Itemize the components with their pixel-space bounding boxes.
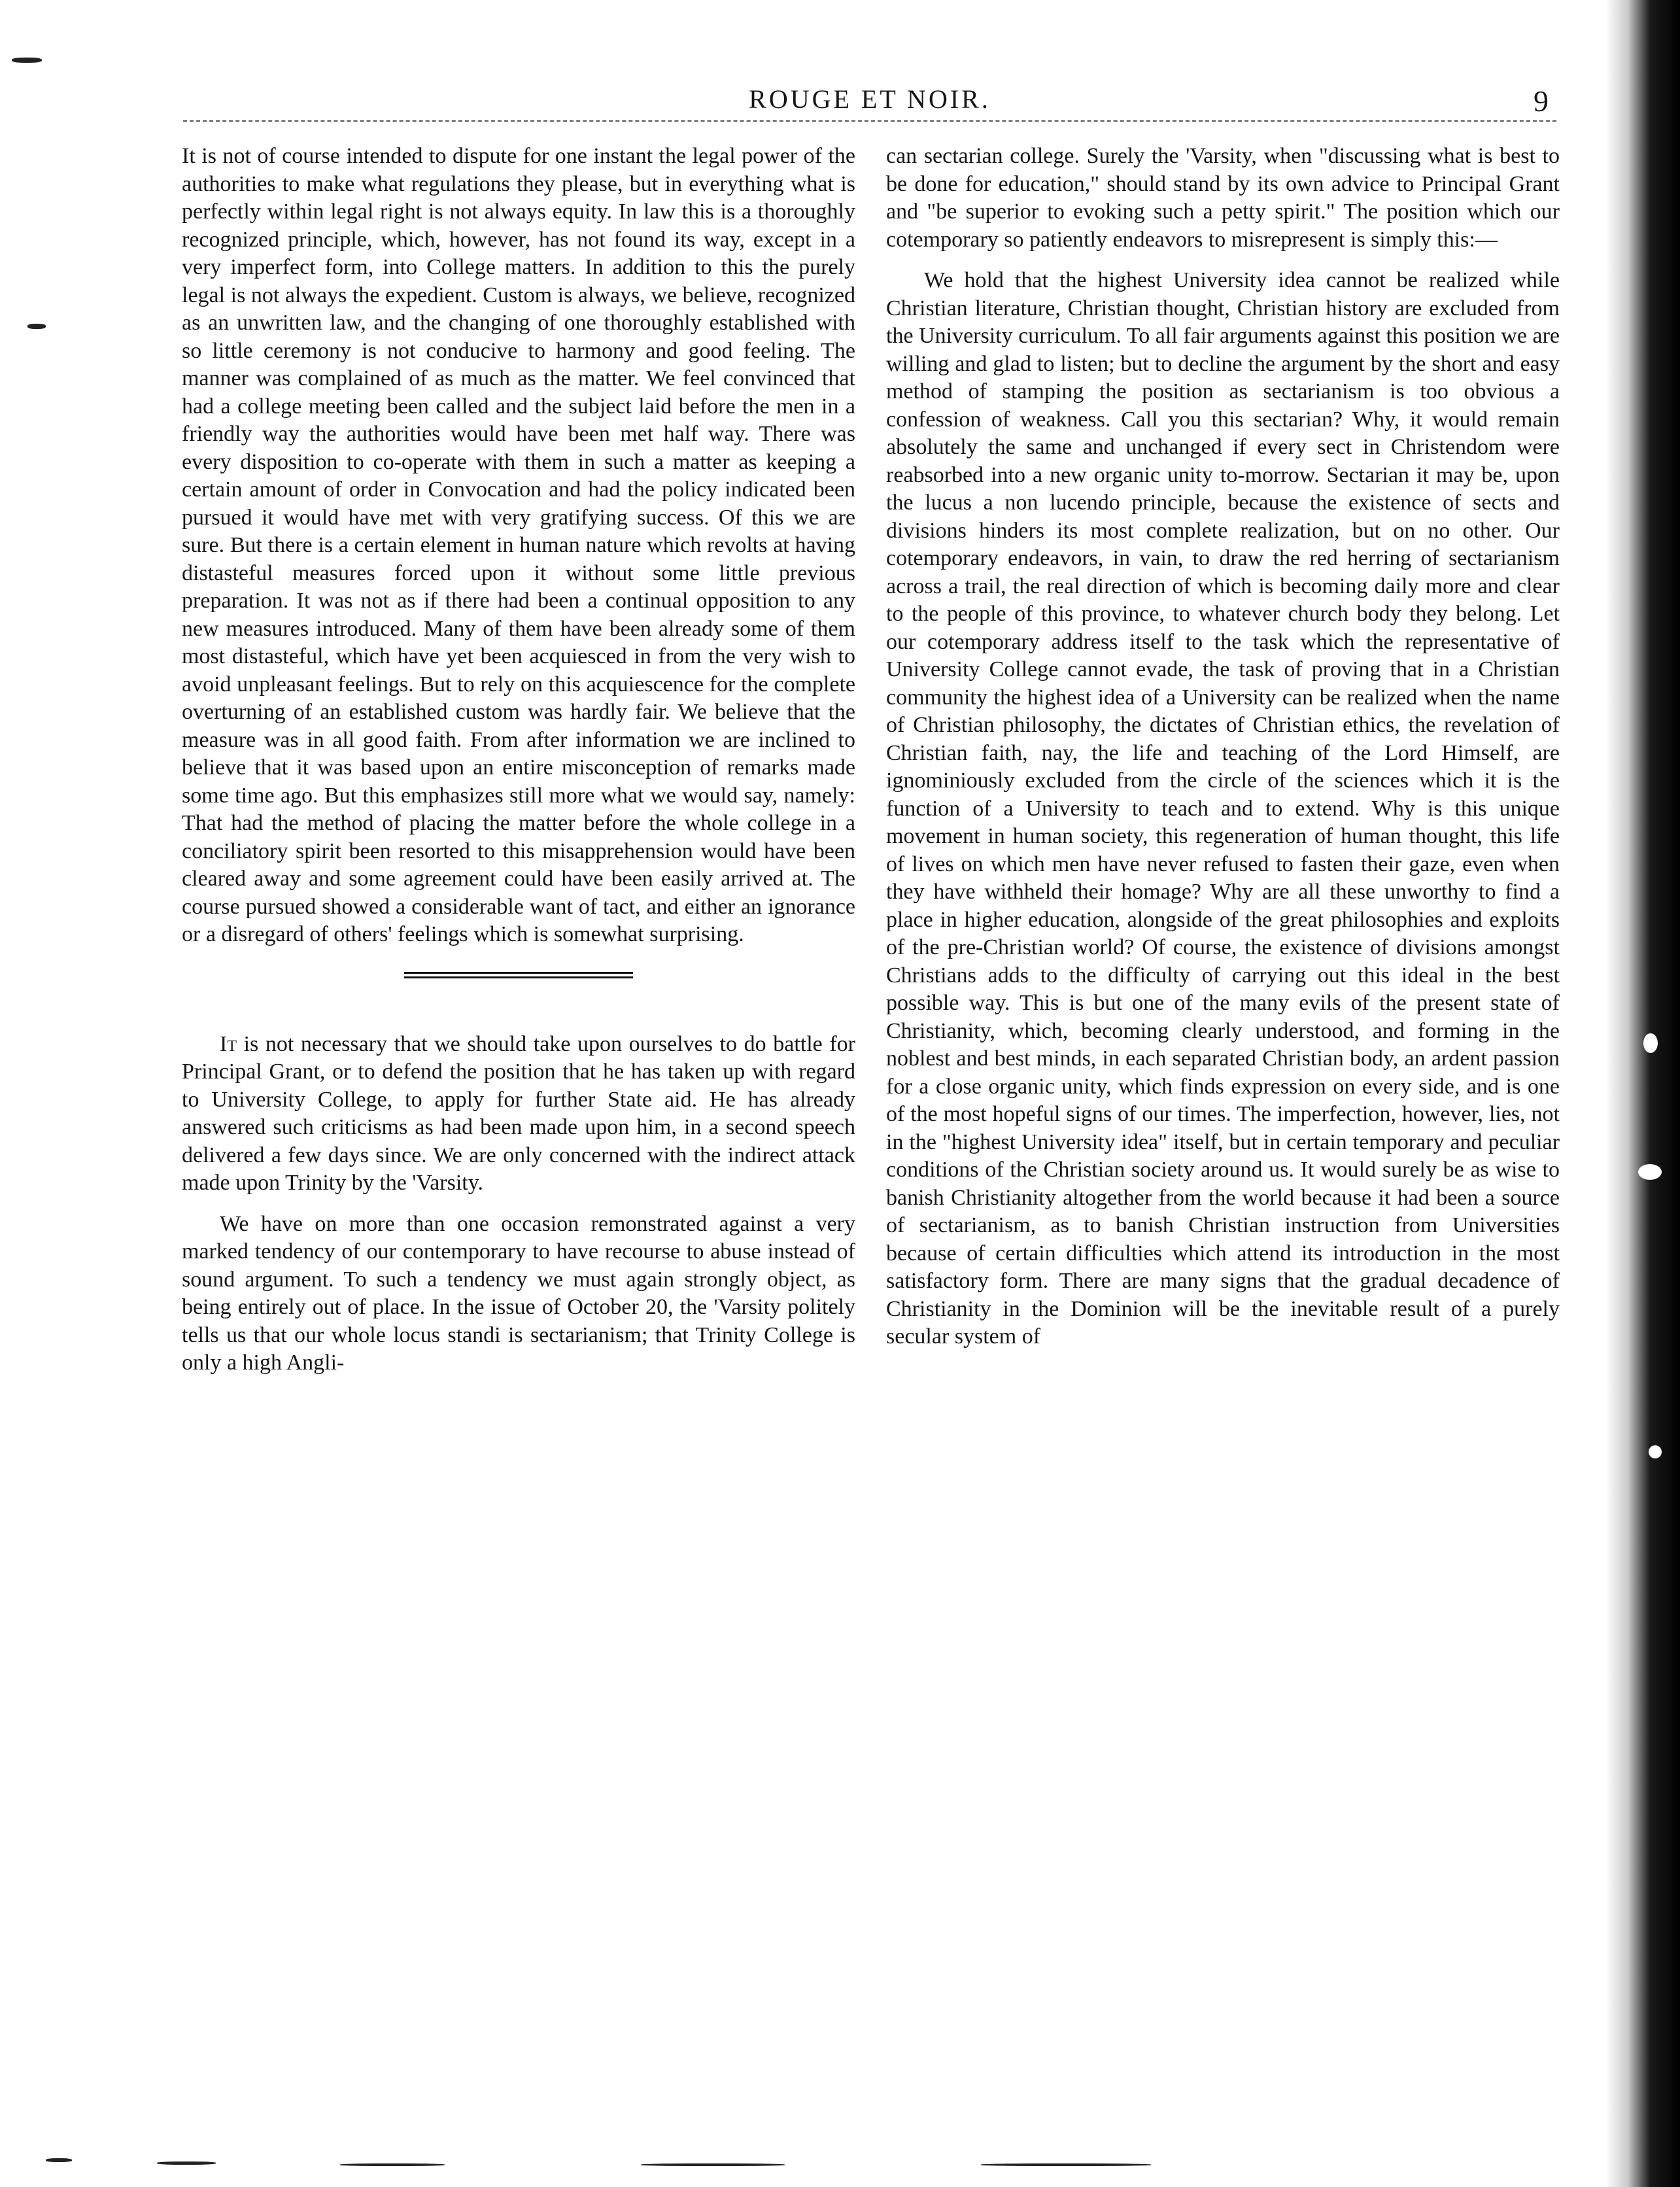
binding-speck [1649,1445,1662,1458]
paragraph-varsity-tendency: We have on more than one occasion remonstrated against a very marked tendency of our contemporary to have recourse to abuse instead of sound argument. To such a tendency we must again strongly object, as being entirely out of place. In the issue of October 20, the 'Varsity politely tells us that our whole locus standi is sectarianism; that Trinity College is only a high Angli- [182,1211,855,1375]
scan-speck [641,2163,785,2166]
paragraph-university-idea: We hold that the highest University idea cannot be realized while Christian literature, Christian thought, Christian history are excluded from the University curriculum. To all fair arguments against this position we are willing and glad to listen; but to decline the argument by the short and easy method of stamping the position as sectarianism is too obvious a confession of weakness. Call you this sectarian? Why, it would remain absolutely the same and unchanged if every sect in Christendom were reabsorbed into a new organic unity to-morrow. Sectarian it may be, upon the lucus a non lucendo principle, because the existence of sects and divisions hinders its most complete realization, but on no other. Our cotemporary endeavors, in vain, to draw the red herring of sectarianism across a trail, the real direction of which is becoming daily more and clear to the people of this province, to whatever church body they belong. Let our cotemporary address itself to the task which the representative of University College cannot evade, the task of proving that in a Christian community the highest idea of a University can be realized when the name of Christian philosophy, the dictates of Christian ethics, the revelation of Christian faith, nay, the life and teaching of the Lord Himself, are ignominiously excluded from the circle of the sciences which it is the function of a University to teach and to extend. Why is this unique movement in human society, this regeneration of human thought, this life of lives on which men have never refused to fasten their gaze, even when they have withheld their homage? Why are all these unworthy to find a place in higher education, alongside of the great philosophies and exploits of the pre-Christian world? Of course, the existence of divisions amongst Christians adds to the difficulty of carrying out this ideal in the best possible way. This is but one of the many evils of the present state of Christianity, which, becoming clearly understood, and forming in the noblest and best minds, in each separated Christian body, an ardent passion for a close organic unity, which finds expression on every side, and is one of the most hopeful signs of our times. The imperfection, however, lies, not in the "highest University idea" itself, but in certain temporary and peculiar conditions of the Christian society around us. It would surely be as wise to banish Christianity altogether from the world because it had been a source of sectarianism, as to banish Christian instruction from Universities because of certain difficulties which attend its introduction in the most satisfactory form. There are many signs that the gradual decadence of Christianity in the Dominion will be the inevitable result of a purely secular system of [886,268,1560,1349]
scan-speck [27,324,46,329]
binding-speck [1643,1033,1658,1053]
section-separator [182,972,855,978]
right-column [886,143,1560,1351]
paragraph-sectarian-college: can sectarian college. Surely the 'Varsity, when "discussing what is best to be done for education," should stand by its own advice to Principal Grant and "be superior to evoking such a petty spirit." The position which our cotemporary so patiently endeavors to misrepresent is simply this:— [886,144,1560,252]
paragraph-convocation-measures: It is not of course intended to dispute for one instant the legal power of the authorities to make what regulations they please, but in everything what is perfectly within legal right is not always equity. In law this is a thoroughly recognized principle, which, however, has not found its way, except in a very imperfect form, into College matters. In addition to this the purely legal is not always the expedient. Custom is always, we believe, recognized as an unwritten law, and the changing of one thoroughly established with so little ceremony is not conducive to harmony and good feeling. The manner was complained of as much as the matter. We feel convinced that had a college meeting been called and the subject laid before the men in a friendly way the authorities would have been met half way. There was every disposition to co-operate with them in such a matter as keeping a certain amount of order in Convocation and had the policy indicated been pursued it would have met with very gratifying success. Of this we are sure. But there is a certain element in human nature which revolts at having distasteful measures forced upon it without some little previous preparation. It was not as if there had been a continual opposition to any new measures introduced. Many of them have been already some of them most distasteful, which have yet been acquiesced in from the very wish to avoid unpleasant feelings. But to rely on this acquiescence for the complete overturning of an established custom was hardly fair. We believe that the measure was in all good faith. From after information we are inclined to believe that it was based upon an entire misconception of remarks made some time ago. But this emphasizes still more what we would say, namely: That had the method of placing the matter before the whole college in a conciliatory spirit been resorted to this misapprehension would have been cleared away and some agreement could have been easily arrived at. The course pursued showed a considerable want of tact, and either an ignorance or a disregard of others' feelings which is somewhat surprising. [182,144,855,946]
header-rule [183,120,1556,122]
scan-speck [46,2158,72,2162]
page-binding-edge [1605,0,1680,2187]
binding-speck [1638,1164,1662,1180]
scan-speck [981,2163,1151,2166]
running-title: ROUGE ET NOIR. [749,84,991,114]
double-rule [404,972,633,978]
page-header [183,84,1556,127]
scan-speck [157,2161,216,2165]
paragraph-principal-grant [182,1031,855,1197]
left-column [182,143,855,1377]
paragraph-lead-word: It [220,1031,237,1056]
scan-speck [340,2163,445,2166]
paragraph-body: is not necessary that we should take upon ourselves to do battle for Principal Grant, or to defend the position that he has taken up with regard to University College, to apply for further State aid. He has already answered such criticisms as had been made upon him, in a second speech delivered a few days since. We are only concerned with the indirect attack made upon Trinity by the 'Varsity. [182,1031,855,1195]
page-number: 9 [1534,84,1549,118]
scan-speck [12,58,42,63]
